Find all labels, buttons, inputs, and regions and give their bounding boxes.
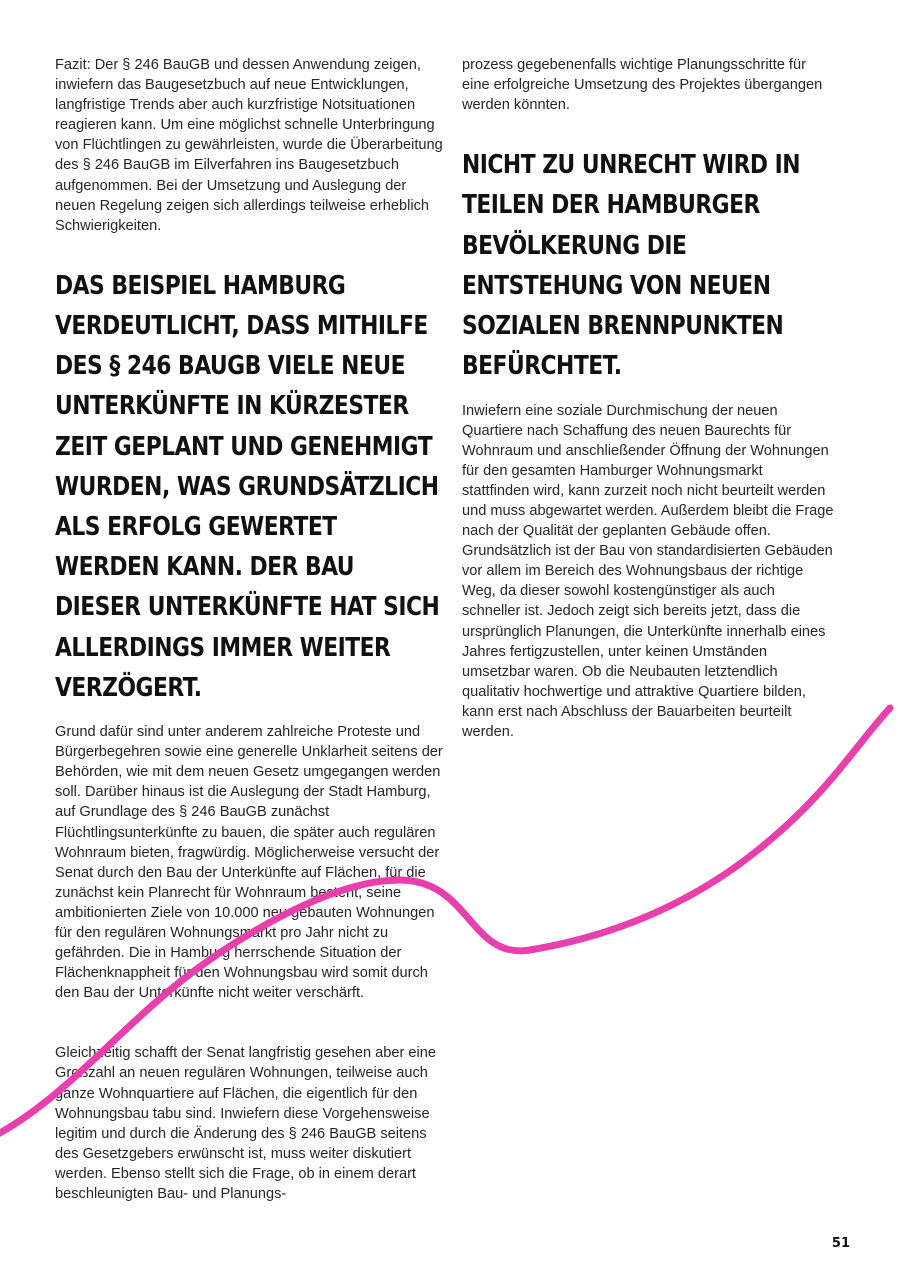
- left-column: [55, 55, 445, 1204]
- page-number: 51: [831, 1236, 850, 1251]
- paragraph-gap: [55, 1003, 445, 1043]
- intro-paragraph: Fazit: Der § 246 BauGB und dessen Anwendung zeigen, inwiefern das Baugesetzbuch auf neue Entwicklungen, langfristige Trends aber auch kurzfristige Notsituationen reagieren kann. Um eine möglichst schnelle Unterbringung von Flüchtlingen zu gewährleisten, wurde die Überarbeitung des § 246 BauGB im Eilverfahren ins Baugesetzbuch aufgenommen. Bei der Umsetzung und Auslegung der neuen Regelung zeigen sich allerdings teilweise erheblich Schwierigkeiten.: [55, 57, 443, 234]
- right-headline: NICHT ZU UNRECHT WIRD IN TEILEN DER HAMBURGER BEVÖLKERUNG DIE ENTSTEHUNG VON NEUEN SOZIALEN BRENNPUNKTEN BEFÜRCHTET.: [462, 150, 801, 382]
- body-paragraph-1: Grund dafür sind unter anderem zahlreiche Proteste und Bürgerbegehren sowie eine generelle Unklarheit seitens der Behörden, wie mit dem neuen Gesetz umgegangen werden soll. Darüber hinaus ist die Auslegung der Stadt Hamburg, auf Grundlage des § 246 BauGB zunächst Flüchtlingsunterkünfte zu bauen, die später auch regulären Wohnraum bieten, fragwürdig. Möglicherweise versucht der Senat durch den Bau der Unterkünfte auf Flächen, für die zunächst kein Planrecht für Wohnraum besteht, seine ambitionierten Ziele von 10.000 neu gebauten Wohnungen für den regulären Wohnungsmarkt pro Jahr nicht zu gefährden. Die in Hamburg herrschende Situation der Flächenknappheit für den Wohnungsbau wird somit durch den Bau der Unterkünfte nicht weiter verschärft.: [55, 724, 443, 1002]
- continuation-paragraph: prozess gegebenenfalls wichtige Planungsschritte für eine erfolgreiche Umsetzung des Projektes übergangen werden könnten.: [462, 57, 823, 114]
- right-column: [462, 55, 834, 742]
- body-paragraph-3: Inwiefern eine soziale Durchmischung der neuen Quartiere nach Schaffung des neuen Baurechts für Wohnraum und anschließender Öffnung der Wohnungen für den gesamten Hamburger Wohnungsmarkt stattfinden wird, kann zurzeit noch nicht beurteilt werden und muss abgewartet werden. Außerdem bleibt die Frage nach der Qualität der geplanten Gebäude offen. Grundsätzlich ist der Bau von standardisierten Gebäuden vor allem im Bereich des Wohnungsbaus der richtige Weg, da dieser sowohl kostengünstiger als auch schneller ist. Jedoch zeigt sich bereits jetzt, dass die ursprünglich Planungen, die Unterkünfte innerhalb eines Jahres fertigzustellen, unter keinen Umständen umsetzbar waren. Ob die Neubauten letztendlich qualitativ hochwertige und attraktive Quartiere bilden, kann erst nach Abschluss der Bauarbeiten beurteilt werden.: [462, 402, 834, 740]
- body-paragraph-2: Gleichzeitig schafft der Senat langfristig gesehen aber eine Großzahl an neuen regulären Wohnungen, teilweise auch ganze Wohnquartiere auf Flächen, die eigentlich für den Wohnungsbau tabu sind. Inwiefern diese Vorgehensweise legitim und durch die Änderung des § 246 BauGB seitens des Gesetzgebers erwünscht ist, muss weiter diskutiert werden. Ebenso stellt sich die Frage, ob in einem derart beschleunigten Bau- und Planungs-: [55, 1045, 437, 1203]
- left-headline: DAS BEISPIEL HAMBURG VERDEUTLICHT, DASS MITHILFE DES § 246 BAUGB VIELE NEUE UNTERKÜNFTE IN KÜRZESTER ZEIT GEPLANT UND GENEHMIGT WURDEN, WAS GRUNDSÄTZLICH ALS ERFOLG GEWERTET WERDEN KANN. DER BAU DIESER UNTERKÜNFTE HAT SICH ALLERDINGS IMMER WEITER VERZÖGERT.: [55, 270, 440, 703]
